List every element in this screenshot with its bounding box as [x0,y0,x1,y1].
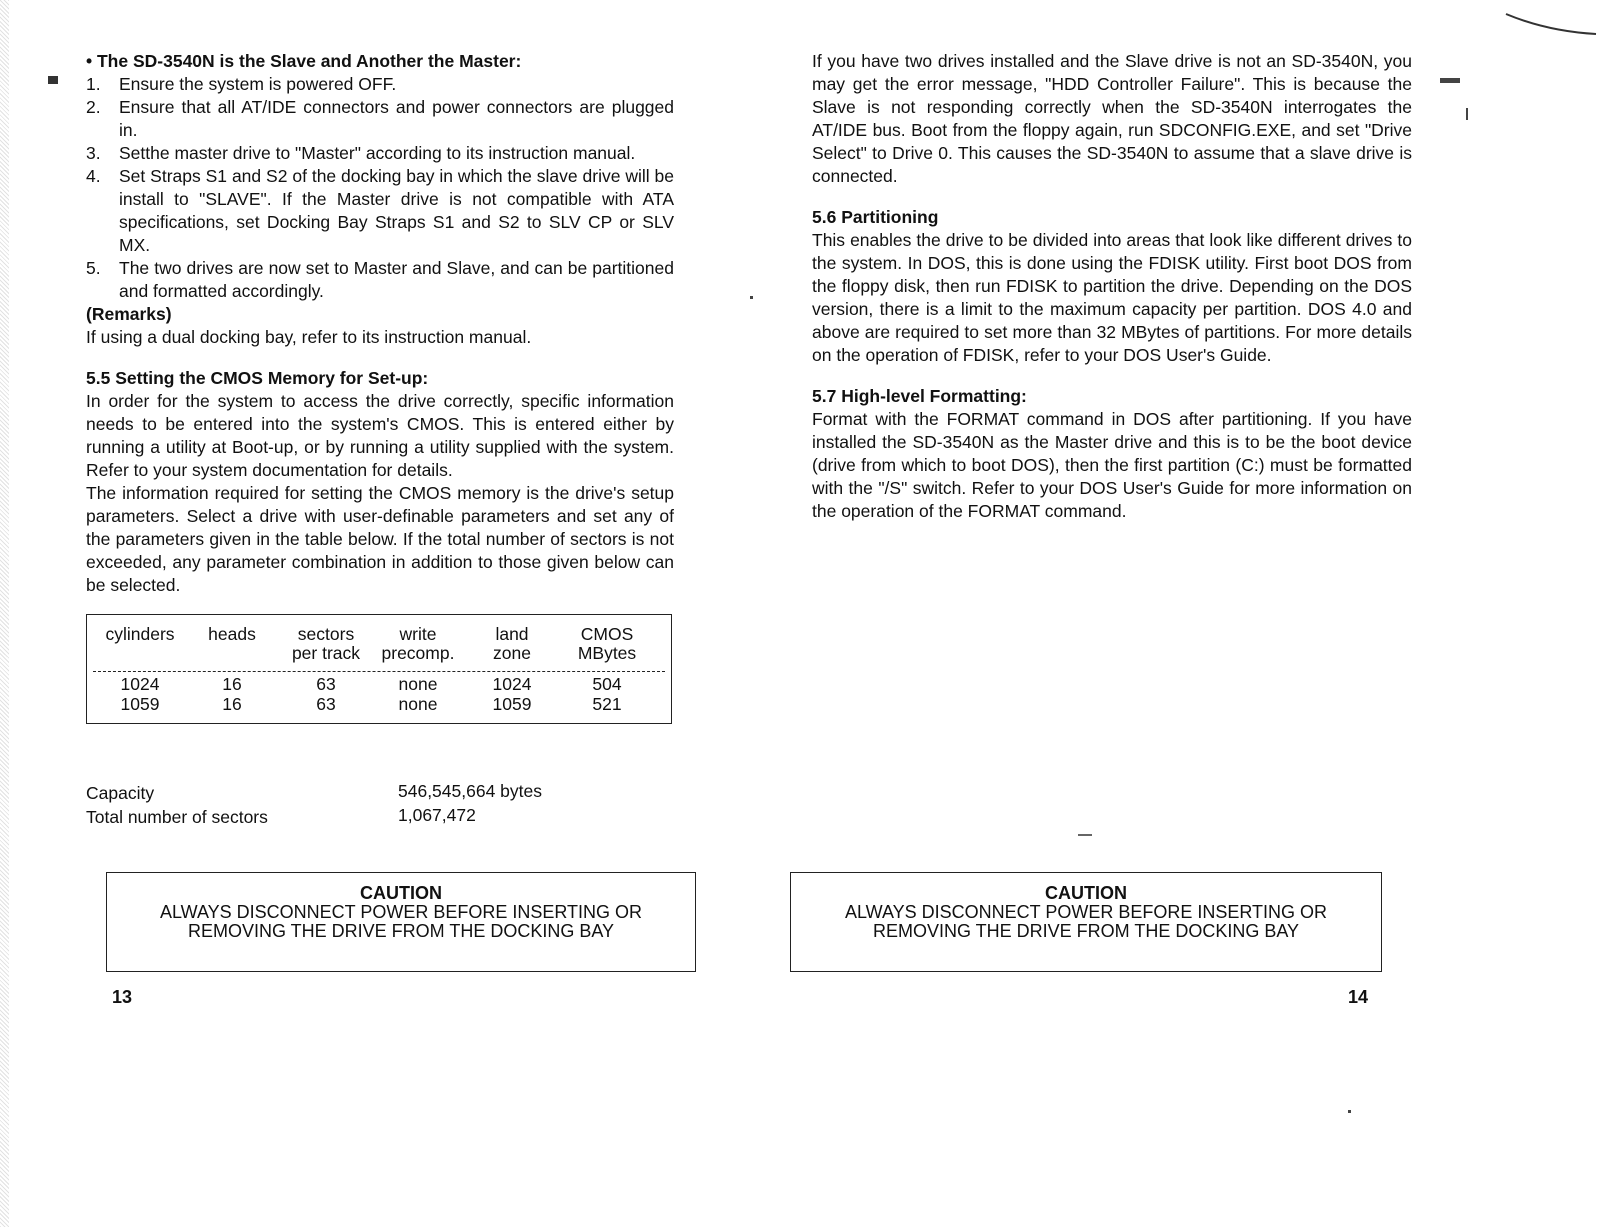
caution-line: REMOVING THE DRIVE FROM THE DOCKING BAY [187,921,615,941]
section-5-6-paragraph: This enables the drive to be divided into areas that look like different drives to the system. In DOS, this is done using the FDISK utility. First boot DOS from the floppy disk, then run FDISK to partition the drive. Depending on the DOS version, there is a limit to the maximum capacity per partition. DOS 4.0 and above are required to set more than 32 MBytes of partitions. For more details on the operation of FDISK, refer to your DOS User's Guide. [812,230,1412,365]
scan-speck [1078,834,1092,836]
column-header-land-zone: land zone [493,624,531,663]
list-item: 5. The two drives are now set to Master and Slave, and can be partitioned and formatted accordingly. [86,258,674,301]
caution-box-left [106,872,696,972]
left-page [86,50,674,724]
section-5-7 [812,385,1412,523]
section-5-7-paragraph: Format with the FORMAT command in DOS after partitioning. If you have installed the SD-3540N as the Master drive and this is to be the boot device (drive from which to boot DOS), then the first partition (C:) must be formatted with the "/S" switch. Refer to your DOS User's Guide for more information on the operation of the FORMAT command. [812,409,1412,521]
column-header-heads: heads [208,624,256,644]
list-item: 4. Set Straps S1 and S2 of the docking bay in which the slave drive will be install to "SLAVE". If the Master drive is not compatible with ATA specifications, set Docking Bay Straps S1 and S2 to SLV CP or SLV MX. [86,166,674,255]
right-page [812,50,1412,523]
caution-line: ALWAYS DISCONNECT POWER BEFORE INSERTING OR [844,902,1328,922]
scan-speck [1440,78,1460,83]
section-5-5 [86,367,674,597]
caution-title: CAUTION [1045,883,1127,903]
caution-line: REMOVING THE DRIVE FROM THE DOCKING BAY [872,921,1300,941]
setup-steps-list [86,73,674,303]
section-5-6-heading: 5.6 Partitioning [812,207,939,227]
scan-speck [1466,108,1468,120]
table-row: 1059 16 63 none 1059 521 [120,694,622,714]
section-5-7-heading: 5.7 High-level Formatting: [812,386,1027,406]
section-5-6 [812,206,1412,367]
scan-speck [1348,1110,1351,1113]
section-5-5-paragraph-2: The information required for setting the CMOS memory is the drive's setup parameters. Select a drive with user-definable parameters and set any of the parameters given in the table below. If the total number of sectors is not exceeded, any parameter combination in addition to those given below can be selected. [86,483,674,595]
slave-drive-note: If you have two drives installed and the Slave drive is not an SD-3540N, you may get the error message, "HDD Controller Failure". This is because the Slave is not responding correctly when the SD-3540N interrogates the AT/IDE bus. Boot from the floppy again, run SDCONFIG.EXE, and set "Drive Select" to Drive 0. This causes the SD-3540N to assume that a slave drive is connected. [812,51,1412,186]
cmos-parameter-table [86,614,672,724]
capacity-label: Capacity [86,783,155,803]
scanned-page-edge [0,0,9,1227]
section-5-5-paragraph-1: In order for the system to access the drive correctly, specific information needs to be entered into the system's CMOS. This is entered either by running a utility at Boot-up, or by running a utility supplied with the system. Refer to your system documentation for details. [86,391,674,480]
total-sectors-value: 1,067,472 [398,805,476,825]
column-header-write-precomp: write precomp. [381,624,455,663]
list-item: 2. Ensure that all AT/IDE connectors and power connectors are plugged in. [86,97,674,140]
total-sectors-label: Total number of sectors [86,807,268,827]
remarks-text: If using a dual docking bay, refer to its instruction manual. [86,327,532,347]
table-row: 1024 16 63 none 1024 504 [120,674,622,694]
column-header-cmos-mbytes: CMOS MBytes [577,624,637,663]
list-item: 3. Setthe master drive to "Master" according to its instruction manual. [86,143,636,163]
page-number-left: 13 [112,987,133,1007]
table-header [87,625,671,669]
scan-speck [750,296,753,299]
caution-title: CAUTION [360,883,442,903]
section-5-5-heading: 5.5 Setting the CMOS Memory for Set-up: [86,368,429,388]
list-item: 1. Ensure the system is powered OFF. [86,74,397,94]
capacity-value: 546,545,664 bytes [398,781,543,801]
table-divider [93,671,665,672]
slave-master-heading: • The SD-3540N is the Slave and Another the Master: [86,51,522,71]
caution-box-right [790,872,1382,972]
caution-line: ALWAYS DISCONNECT POWER BEFORE INSERTING OR [159,902,643,922]
page-number-right: 14 [1348,987,1369,1007]
remarks-heading: (Remarks) [86,304,172,324]
column-header-cylinders: cylinders [105,624,175,644]
column-header-sectors: sectors per track [291,624,361,663]
scan-speck [48,76,58,84]
pen-stroke-mark [1500,6,1600,40]
